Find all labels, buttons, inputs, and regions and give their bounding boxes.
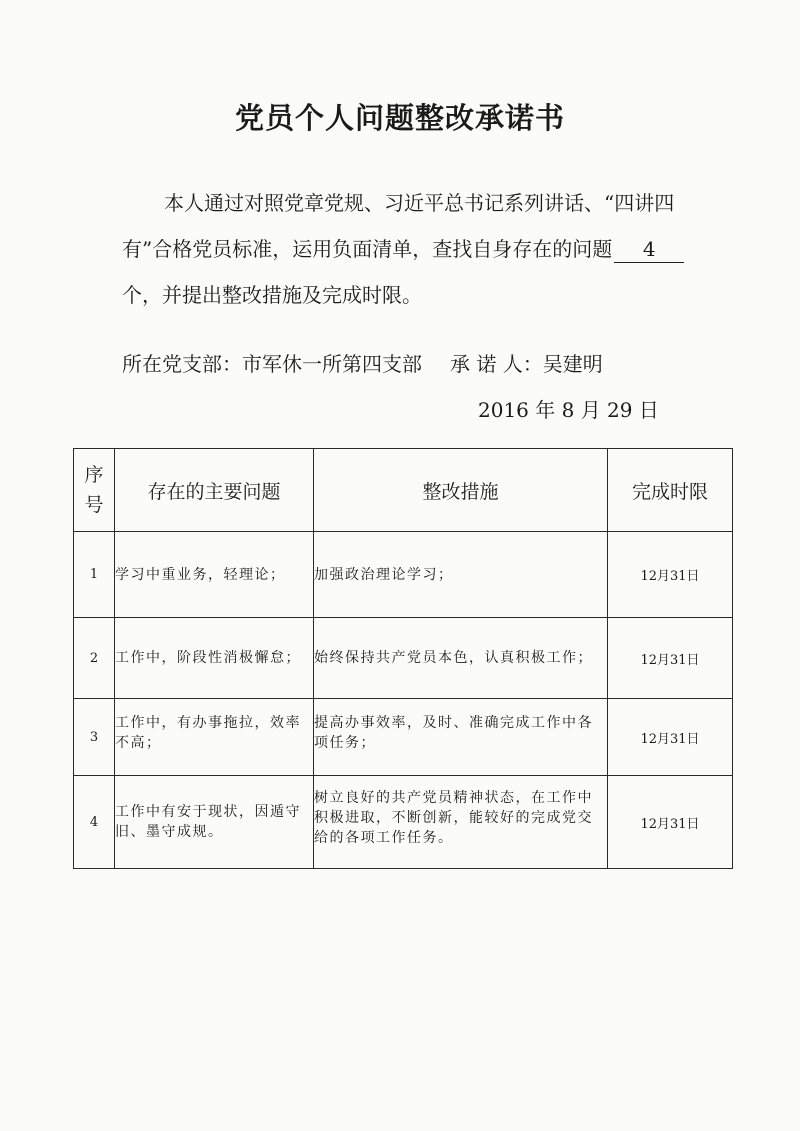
header-issue: 存在的主要问题 xyxy=(115,449,314,532)
row-issue: 工作中，阶段性消极懈怠； xyxy=(115,618,314,699)
table-header-row xyxy=(74,449,733,532)
issues-table xyxy=(73,448,733,869)
row-deadline: 12月31日 xyxy=(608,618,733,699)
row-issue: 工作中有安于现状，因遁守旧、墨守成规。 xyxy=(115,776,314,869)
row-issue: 学习中重业务，轻理论； xyxy=(115,532,314,618)
issue-count: 4 xyxy=(614,236,684,263)
paragraph-text-end: 个，并提出整改措施及完成时限。 xyxy=(122,283,422,307)
header-deadline: 完成时限 xyxy=(608,449,733,532)
branch-label: 所在党支部： xyxy=(122,352,242,376)
table-row xyxy=(74,618,733,699)
branch-value: 市军休一所第四支部 xyxy=(242,352,422,376)
row-number: 1 xyxy=(74,532,115,618)
row-number: 3 xyxy=(74,699,115,776)
table-row xyxy=(74,532,733,618)
document-title: 党员个人问题整改承诺书 xyxy=(234,101,565,135)
signature-line xyxy=(122,348,603,377)
row-measure: 加强政治理论学习； xyxy=(314,532,608,618)
row-deadline: 12月31日 xyxy=(608,532,733,618)
row-measure: 树立良好的共产党员精神状态，在工作中积极进取，不断创新，能较好的完成党交给的各项工作任务。 xyxy=(314,776,608,869)
row-issue: 工作中，有办事拖拉，效率不高； xyxy=(115,699,314,776)
commitment-paragraph xyxy=(122,180,702,318)
document-date: 2016 年 8 月 29 日 xyxy=(478,398,659,422)
row-measure: 始终保持共产党员本色，认真积极工作； xyxy=(314,618,608,699)
row-deadline: 12月31日 xyxy=(608,699,733,776)
header-measure: 整改措施 xyxy=(314,449,608,532)
row-number: 4 xyxy=(74,776,115,869)
row-deadline: 12月31日 xyxy=(608,776,733,869)
paragraph-text: 本人通过对照党章党规、习近平总书记系列讲话、“四讲四有”合格党员标准，运用负面清单，查找自身存在的问题 xyxy=(122,191,675,261)
header-no: 序号 xyxy=(74,449,115,532)
row-number: 2 xyxy=(74,618,115,699)
promiser-value: 吴建明 xyxy=(542,352,603,376)
table-row xyxy=(74,776,733,869)
row-measure: 提高办事效率，及时、准确完成工作中各项任务； xyxy=(314,699,608,776)
promiser-label: 承 诺 人： xyxy=(450,352,543,376)
table-row xyxy=(74,699,733,776)
